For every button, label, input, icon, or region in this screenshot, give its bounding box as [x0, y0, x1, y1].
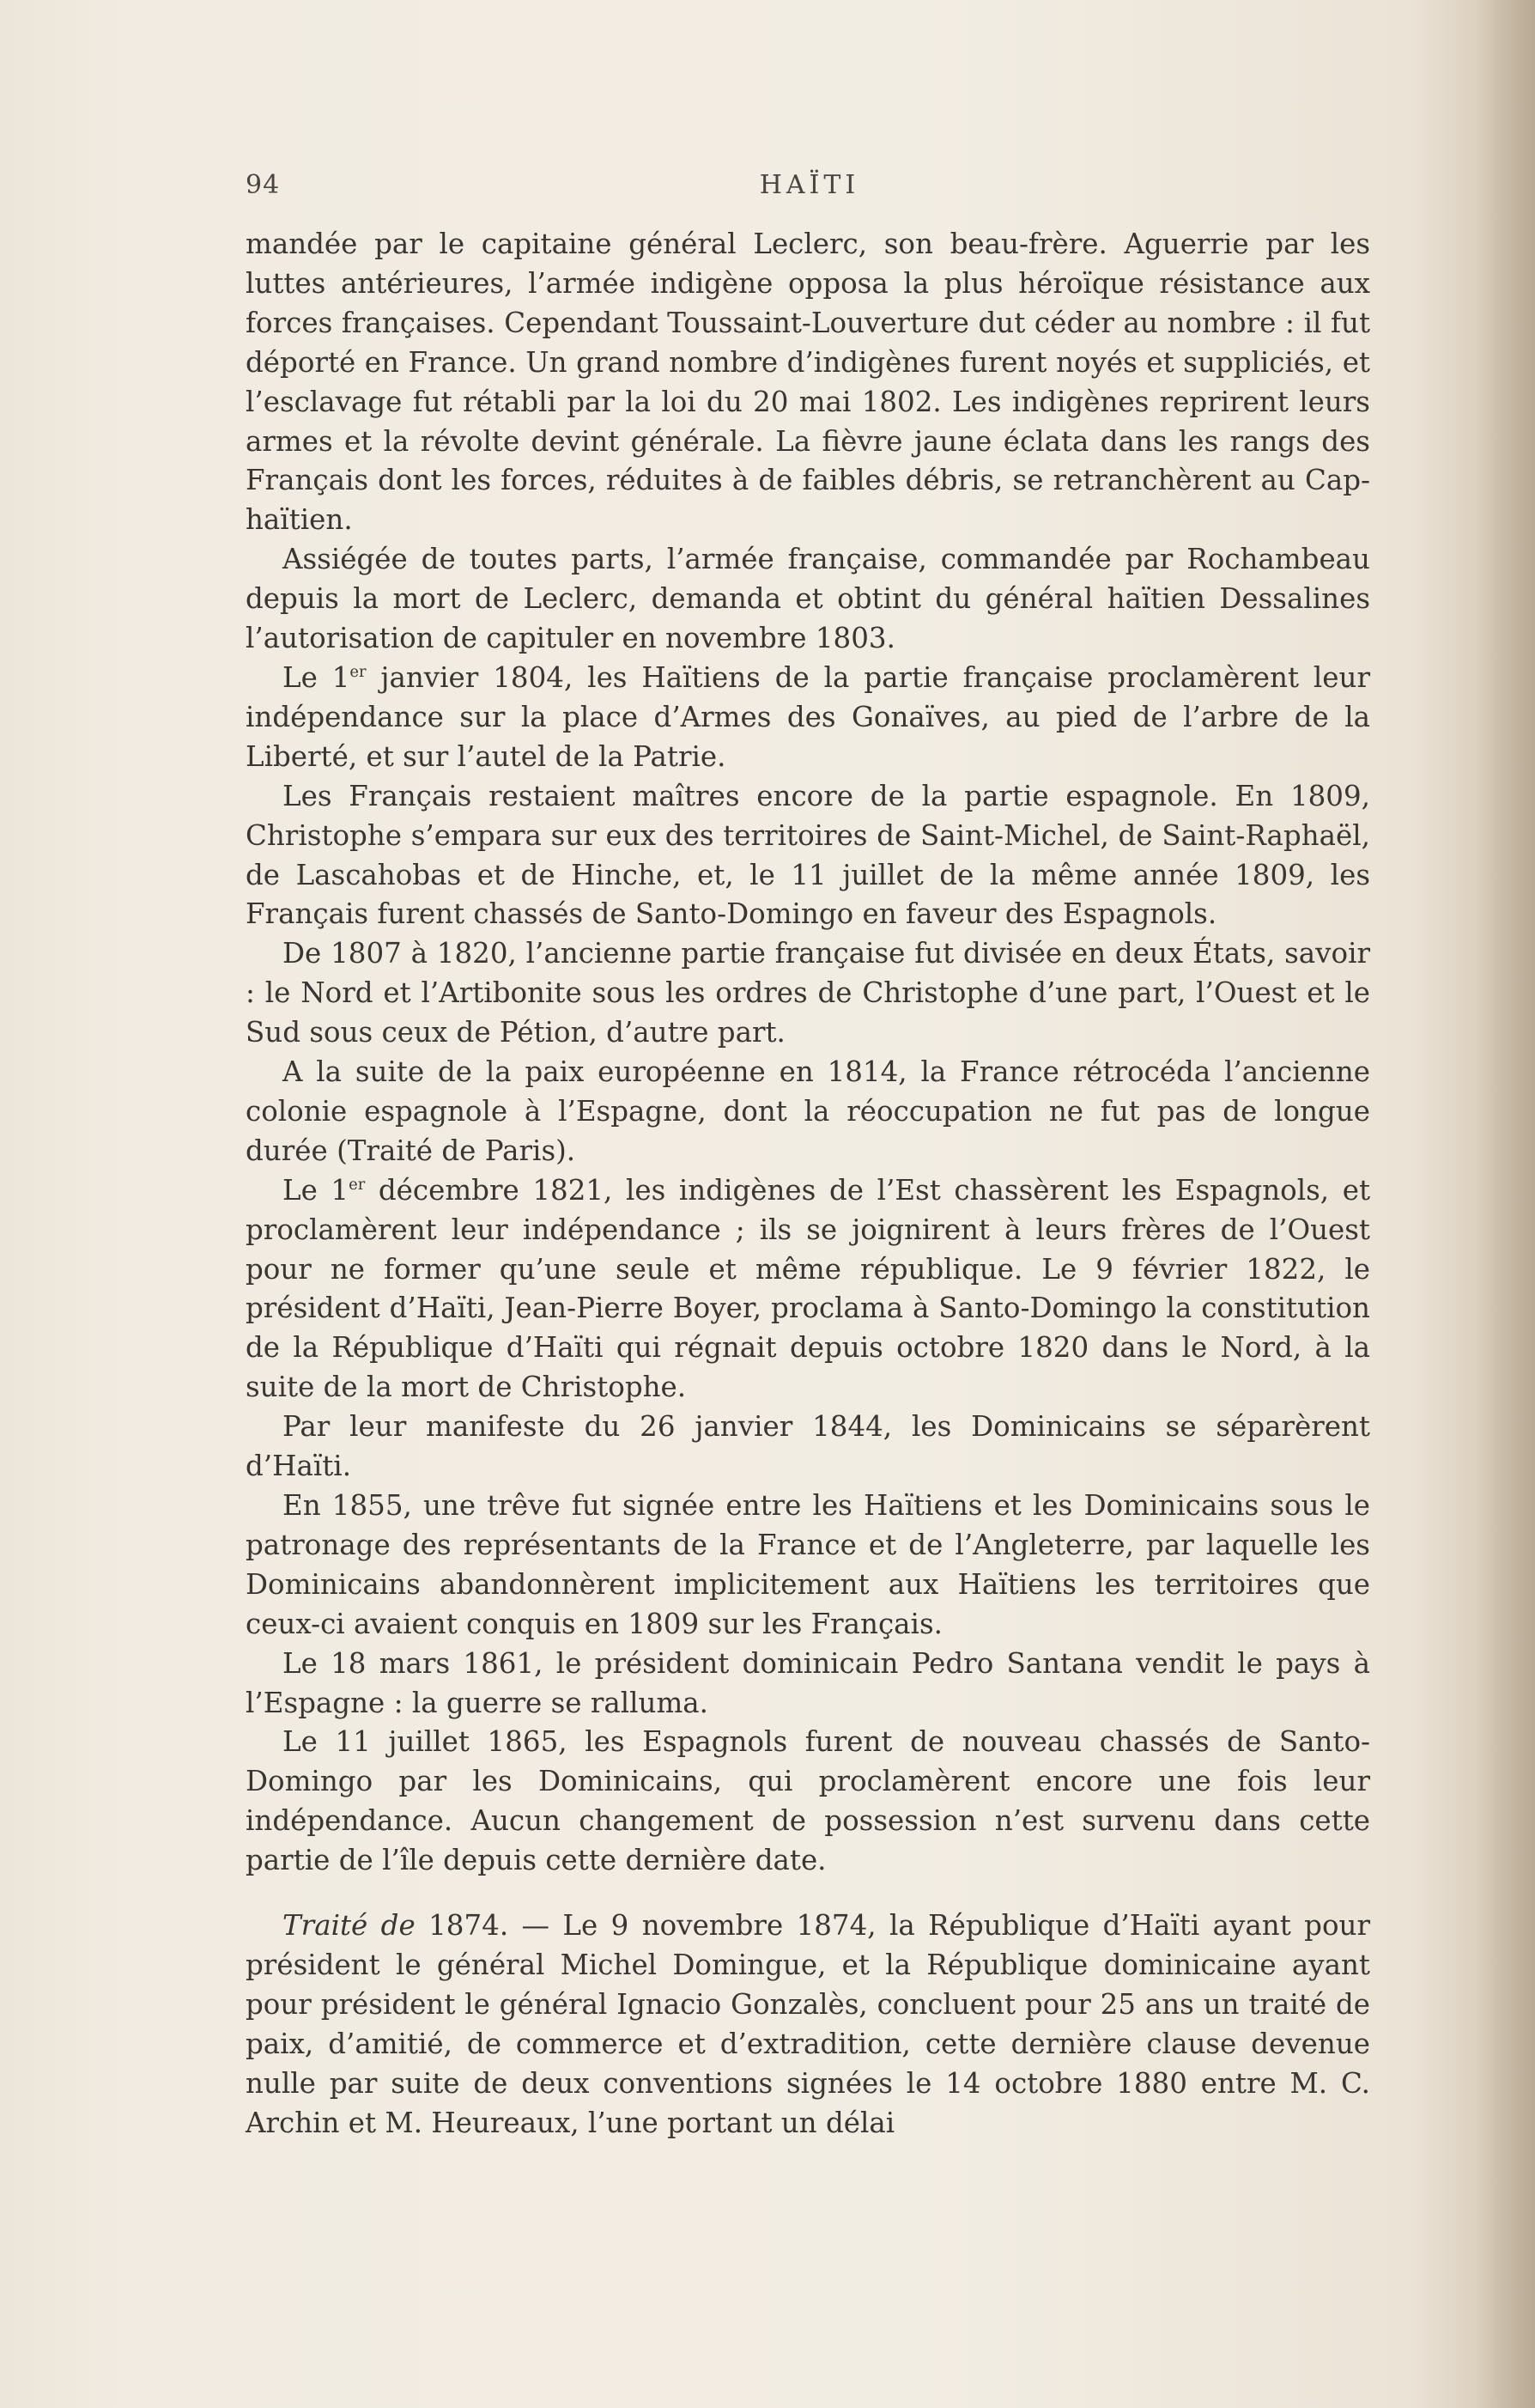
paragraph-8: Par leur manifeste du 26 janvier 1844, les Dominicains se séparèrent d’Haïti. — [246, 1410, 1370, 1483]
paragraph-3 — [246, 659, 1370, 777]
paragraph-11: Le 11 juillet 1865, les Espagnols furent de nouveau chassés de Santo-Domingo par les Dominicains, qui proclamèrent encore une fois leur indépendance. Aucun changement de possession n’est survenu dans cette partie de l’île depuis cette dernière date. — [246, 1725, 1370, 1877]
ordinal-superscript: er — [349, 1175, 366, 1194]
paragraph-5: De 1807 à 1820, l’ancienne partie française fut divisée en deux États, savoir : le Nord et l’Artibonite sous les ordres de Christophe d’une part, l’Ouest et le Sud sous ceux de Pétion, d’autre part. — [246, 937, 1370, 1049]
paragraph-6: A la suite de la paix européenne en 1814, la France rétrocéda l’ancienne colonie espagnole à l’Espagne, dont la réoccupation ne fut pas de longue durée (Traité de Paris). — [246, 1055, 1370, 1167]
paragraph-7 — [246, 1171, 1370, 1408]
paragraph-7-text: décembre 1821, les indigènes de l’Est chassèrent les Espagnols, et proclamèrent leur indépendance ; ils se joignirent à leurs frères de l’Ouest pour ne former qu’une seule et même république. Le 9 février 1822, le président d’Haïti, Jean-Pierre Boyer, proclama à Santo-Domingo la constitution de la République d’Haïti qui régnait depuis octobre 1820 dans le Nord, à la suite de la mort de Christophe. — [246, 1173, 1371, 1404]
paragraph-1: mandée par le capitaine général Leclerc, son beau-frère. Aguerrie par les luttes antérieures, l’armée indigène opposa la plus héroïque résistance aux forces françaises. Cependant Toussaint-Louverture dut céder au nombre : il fut déporté en France. Un grand nombre d’indigènes furent noyés et suppliciés, et l’esclavage fut rétabli par la loi du 20 mai 1802. Les indigènes reprirent leurs armes et la révolte devint générale. La fièvre jaune éclata dans les rangs des Français dont les forces, réduites à de faibles débris, se retranchèrent au Cap-haïtien. — [246, 228, 1370, 537]
running-title: HAÏTI — [759, 170, 860, 200]
paragraph-9: En 1855, une trêve fut signée entre les Haïtiens et les Dominicains sous le patronage des représentants de la France et de l’Angleterre, par laquelle les Dominicains abandonnèrent implicitement aux Haïtiens les territoires que ceux-ci avaient conquis en 1809 sur les Français. — [246, 1489, 1370, 1640]
page-edge-shadow — [1475, 0, 1535, 2408]
treaty-italic-lead: Traité de — [282, 1909, 416, 1943]
treaty-text: 1874. — Le 9 novembre 1874, la République d’Haïti ayant pour président le général Michel Domingue, et la République dominicaine ayant pour président le général Ignacio Gonzalès, concluent pour 25 ans un traité de paix, d’amitié, de commerce et d’extradition, cette dernière clause devenue nulle par suite de deux conventions signées le 14 octobre 1880 entre M. C. Archin et M. Heureaux, l’une portant un délai — [246, 1909, 1370, 2139]
treaty-paragraph — [246, 1906, 1370, 2143]
paragraph-3-text: janvier 1804, les Haïtiens de la partie française proclamèrent leur indépendance sur la place d’Armes des Gonaïves, au pied de l’arbre de la Liberté, et sur l’autel de la Patrie. — [246, 660, 1370, 773]
page-number: 94 — [246, 170, 281, 200]
paragraph-4: Les Français restaient maîtres encore de la partie espagnole. En 1809, Christophe s’empara sur eux des territoires de Saint-Michel, de Saint-Raphaël, de Lascahobas et de Hinche, et, le 11 juillet de la même année 1809, les Français furent chassés de Santo-Domingo en faveur des Espagnols. — [246, 779, 1370, 931]
page-header — [246, 170, 1374, 204]
body-text — [246, 225, 1370, 2143]
ordinal-superscript: er — [349, 663, 367, 682]
paragraph-2: Assiégée de toutes parts, l’armée française, commandée par Rochambeau depuis la mort de Leclerc, demanda et obtint du général haïtien Dessalines l’autorisation de capituler en novembre 1803. — [246, 543, 1370, 655]
paragraph-7-lead: Le 1 — [282, 1173, 349, 1207]
paragraph-3-lead: Le 1 — [282, 660, 350, 694]
paragraph-10: Le 18 mars 1861, le président dominicain Pedro Santana vendit le pays à l’Espagne : la guerre se ralluma. — [246, 1646, 1370, 1719]
